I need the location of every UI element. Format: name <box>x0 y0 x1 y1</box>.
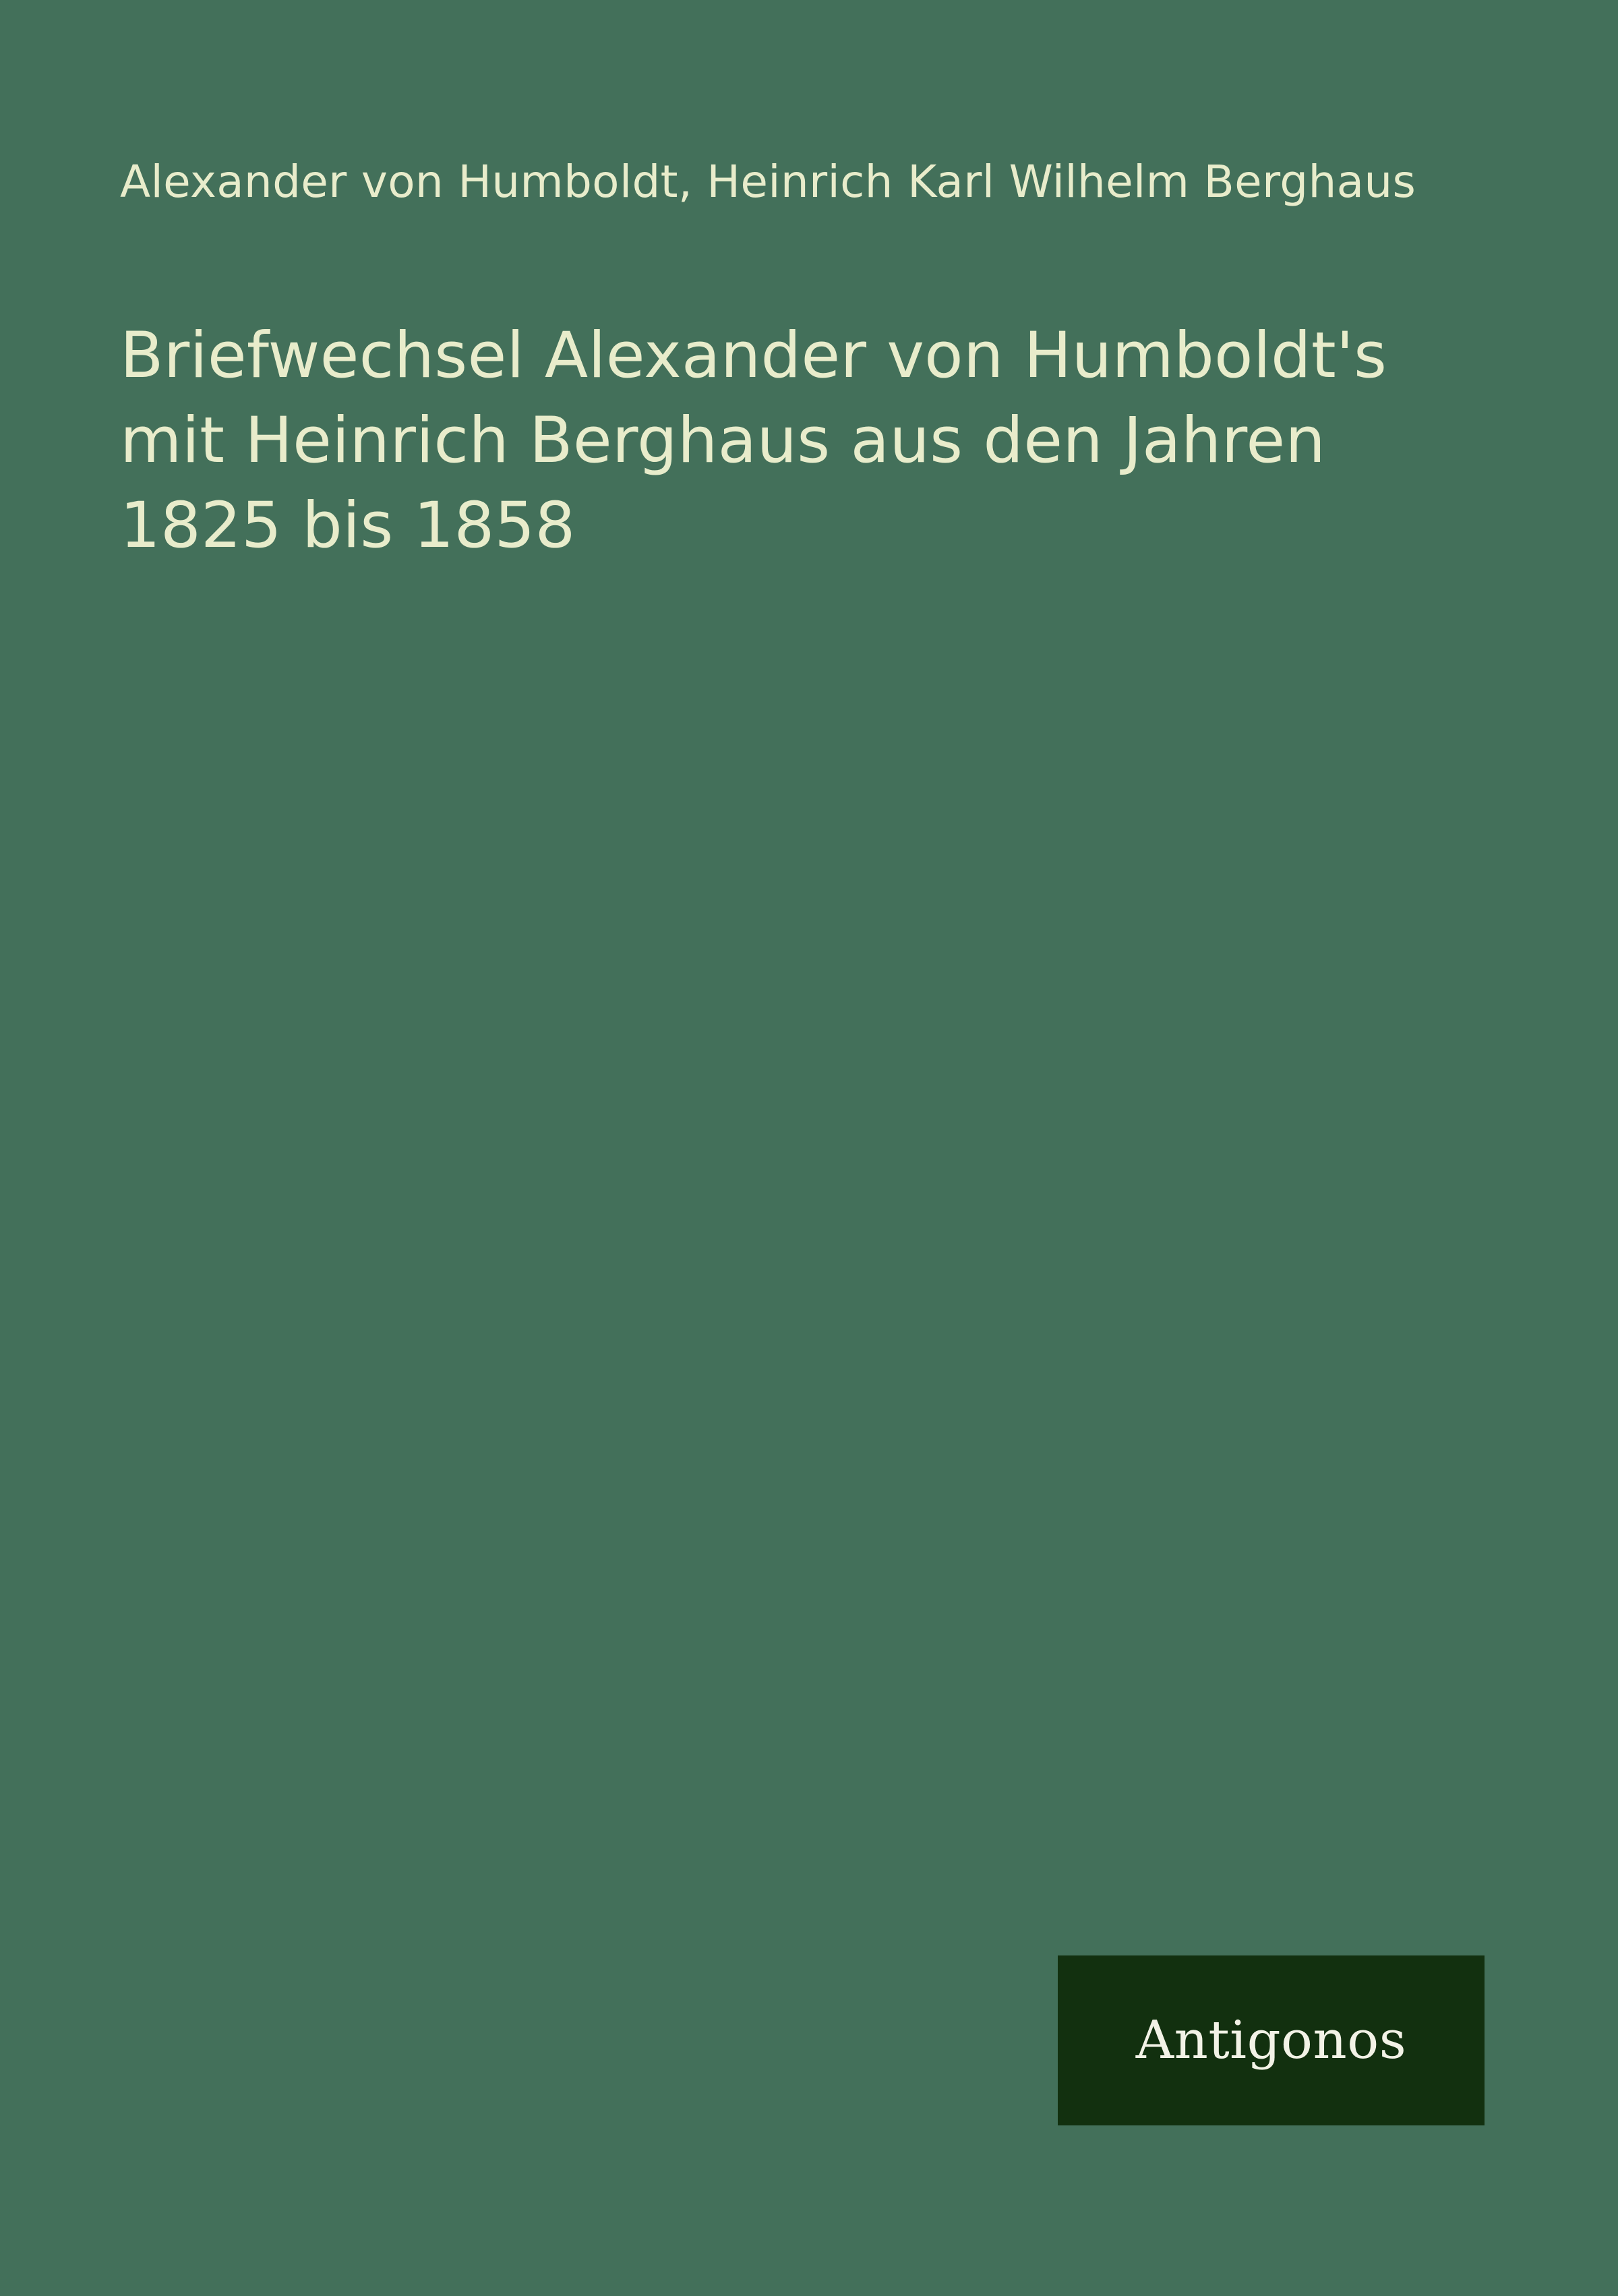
cover-text-block <box>120 152 1421 568</box>
author-names: Alexander von Humboldt, Heinrich Karl Wilhelm Berghaus <box>120 156 1416 208</box>
publisher-name: Antigonos <box>1135 2010 1407 2071</box>
book-title: Briefwechsel Alexander von Humboldt's mit Heinrich Berghaus aus den Jahren 1825 bis 1858 <box>120 318 1387 562</box>
publisher-badge <box>1058 1955 1485 2125</box>
